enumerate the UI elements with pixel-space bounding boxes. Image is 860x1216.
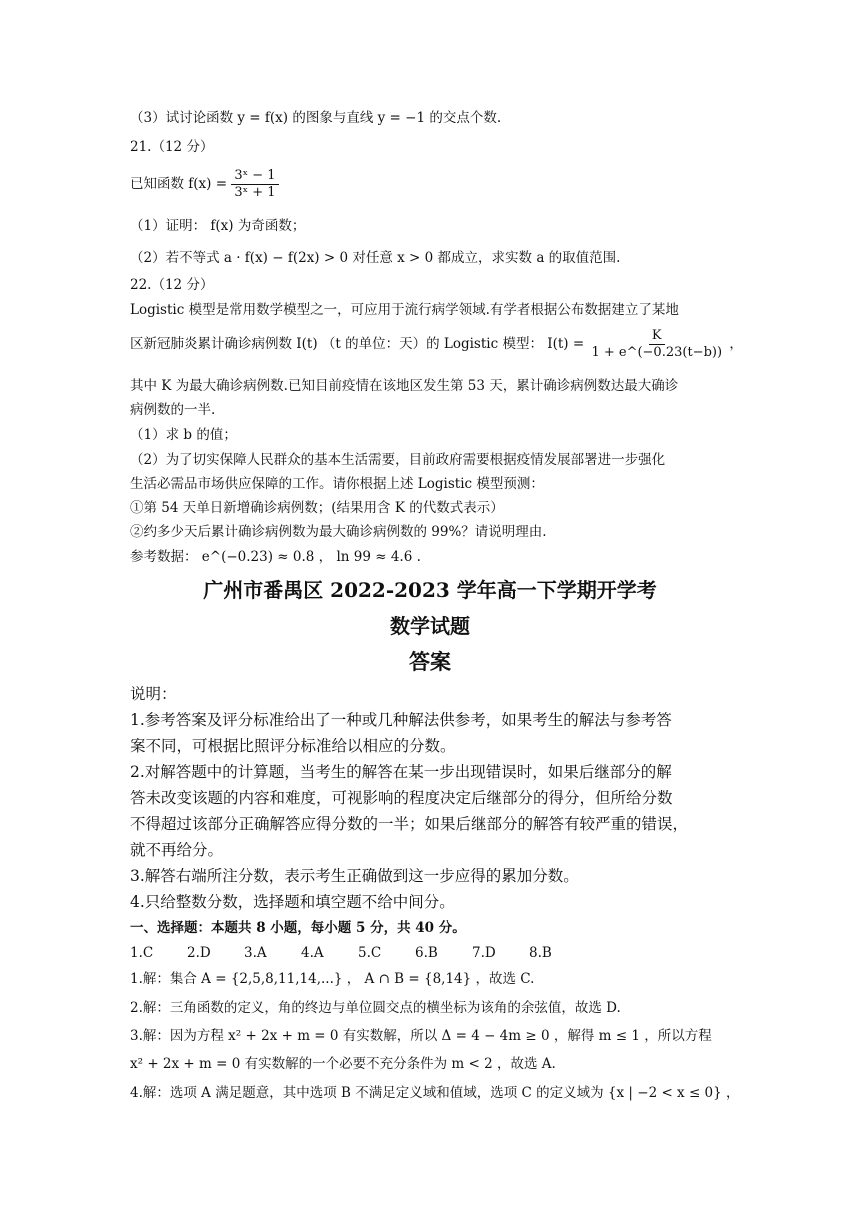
q21-intro: 已知函数 f(x) = <box>130 176 228 192</box>
solution-4: 4.解：选项 A 满足题意，其中选项 B 不满足定义域和值域，选项 C 的定义域为 {x | −2 < x ≤ 0} ， <box>130 1085 740 1101</box>
note-2c: 不得超过该部分正确解答应得分数的一半；如果后继部分的解答有较严重的错误， <box>130 815 689 833</box>
choice-3: 3.A <box>244 945 267 961</box>
q22-frac-den: 1 + e^(−0.23(t−b)) <box>591 345 723 360</box>
note-3: 3.解答右端所注分数，表示考生正确做到这一步应得的累加分数。 <box>130 867 579 885</box>
note-2a: 2.对解答题中的计算题，当考生的解答在某一步出现错误时，如果后继部分的解 <box>130 763 672 781</box>
q22-line2 <box>130 324 743 364</box>
note-1a: 1.参考答案及评分标准给出了一种或几种解法供参考，如果考生的解法与参考答 <box>130 711 672 729</box>
q22-line4: 病例数的一半. <box>130 402 216 418</box>
choice-4: 4.A <box>301 945 324 961</box>
choice-8: 8.B <box>529 945 552 961</box>
q22-line2-text: 区新冠肺炎累计确诊病例数 I(t) （t 的单位：天）的 Logistic 模型： I(t) = <box>130 336 585 352</box>
section1-header: 一、选择题：本题共 8 小题，每小题 5 分，共 40 分。 <box>130 920 466 936</box>
q22-part2-2: 生活必需品市场供应保障的工作。请你根据上述 Logistic 模型预测： <box>130 476 544 492</box>
q21-frac-den: 3ˣ + 1 <box>234 185 276 200</box>
q20-part3: （3）试讨论函数 y = f(x) 的图象与直线 y = −1 的交点个数. <box>130 110 502 126</box>
q22-line2-end: ， <box>729 336 743 352</box>
q21-intro-line <box>130 164 740 204</box>
note-2d: 就不再给分。 <box>130 841 224 859</box>
choice-1: 1.C <box>130 945 154 961</box>
q21-frac-num: 3ˣ − 1 <box>231 168 278 185</box>
note-4: 4.只给整数分数，选择题和填空题不给中间分。 <box>130 893 455 911</box>
doc-subtitle: 数学试题 <box>390 614 470 638</box>
doc-title: 广州市番禺区 2022-2023 学年高一下学期开学考 <box>203 578 657 602</box>
q22-line3: 其中 K 为最大确诊病例数.已知目前疫情在该地区发生第 53 天，累计确诊病例数达最大确诊 <box>130 378 679 394</box>
q22-line1: Logistic 模型是常用数学模型之一，可应用于流行病学领域.有学者根据公布数据建立了某地 <box>130 302 679 318</box>
choice-2: 2.D <box>187 945 211 961</box>
q22-frac-num: K <box>649 328 665 345</box>
choice-answers <box>130 943 740 963</box>
q22-sub1: ①第 54 天单日新增确诊病例数；(结果用含 K 的代数式表示） <box>130 500 504 516</box>
choice-7: 7.D <box>472 945 496 961</box>
solution-2: 2.解：三角函数的定义，角的终边与单位圆交点的横坐标为该角的余弦值，故选 D. <box>130 1000 621 1016</box>
notes-header: 说明： <box>130 685 177 703</box>
q22-sub2: ②约多少天后累计确诊病例数为最大确诊病例数的 99%？请说明理由. <box>130 524 547 540</box>
answer-heading: 答案 <box>409 649 451 674</box>
q21-part1: （1）证明： f(x) 为奇函数； <box>130 218 306 234</box>
note-1b: 案不同，可根据比照评分标准给以相应的分数。 <box>130 737 456 755</box>
q22-part1: （1）求 b 的值； <box>130 427 237 443</box>
q22-fraction <box>588 328 725 361</box>
q21-fraction <box>231 168 278 201</box>
note-2b: 答未改变该题的内容和难度，可视影响的程度决定后继部分的得分，但所给分数 <box>130 789 673 807</box>
q21-part2: （2）若不等式 a · f(x) − f(2x) > 0 对任意 x > 0 都成立，求实数 a 的取值范围. <box>130 250 621 266</box>
solution-3b: x² + 2x + m = 0 有实数解的一个必要不充分条件为 m < 2 ，故选 A. <box>130 1056 556 1072</box>
q22-header: 22.（12 分） <box>130 277 214 293</box>
q21-header: 21.（12 分） <box>130 139 214 155</box>
choice-5: 5.C <box>358 945 382 961</box>
solution-1: 1.解：集合 A = {2,5,8,11,14,...} ， A ∩ B = {8,14} ，故选 C. <box>130 971 535 987</box>
q22-reference: 参考数据： e^(−0.23) ≈ 0.8 ， ln 99 ≈ 4.6 . <box>130 549 421 565</box>
q22-part2-1: （2）为了切实保障人民群众的基本生活需要，目前政府需要根据疫情发展部署进一步强化 <box>130 452 666 468</box>
choice-6: 6.B <box>415 945 438 961</box>
solution-3a: 3.解：因为方程 x² + 2x + m = 0 有实数解，所以 Δ = 4 − 4m ≥ 0 ，解得 m ≤ 1 ，所以方程 <box>130 1028 712 1044</box>
